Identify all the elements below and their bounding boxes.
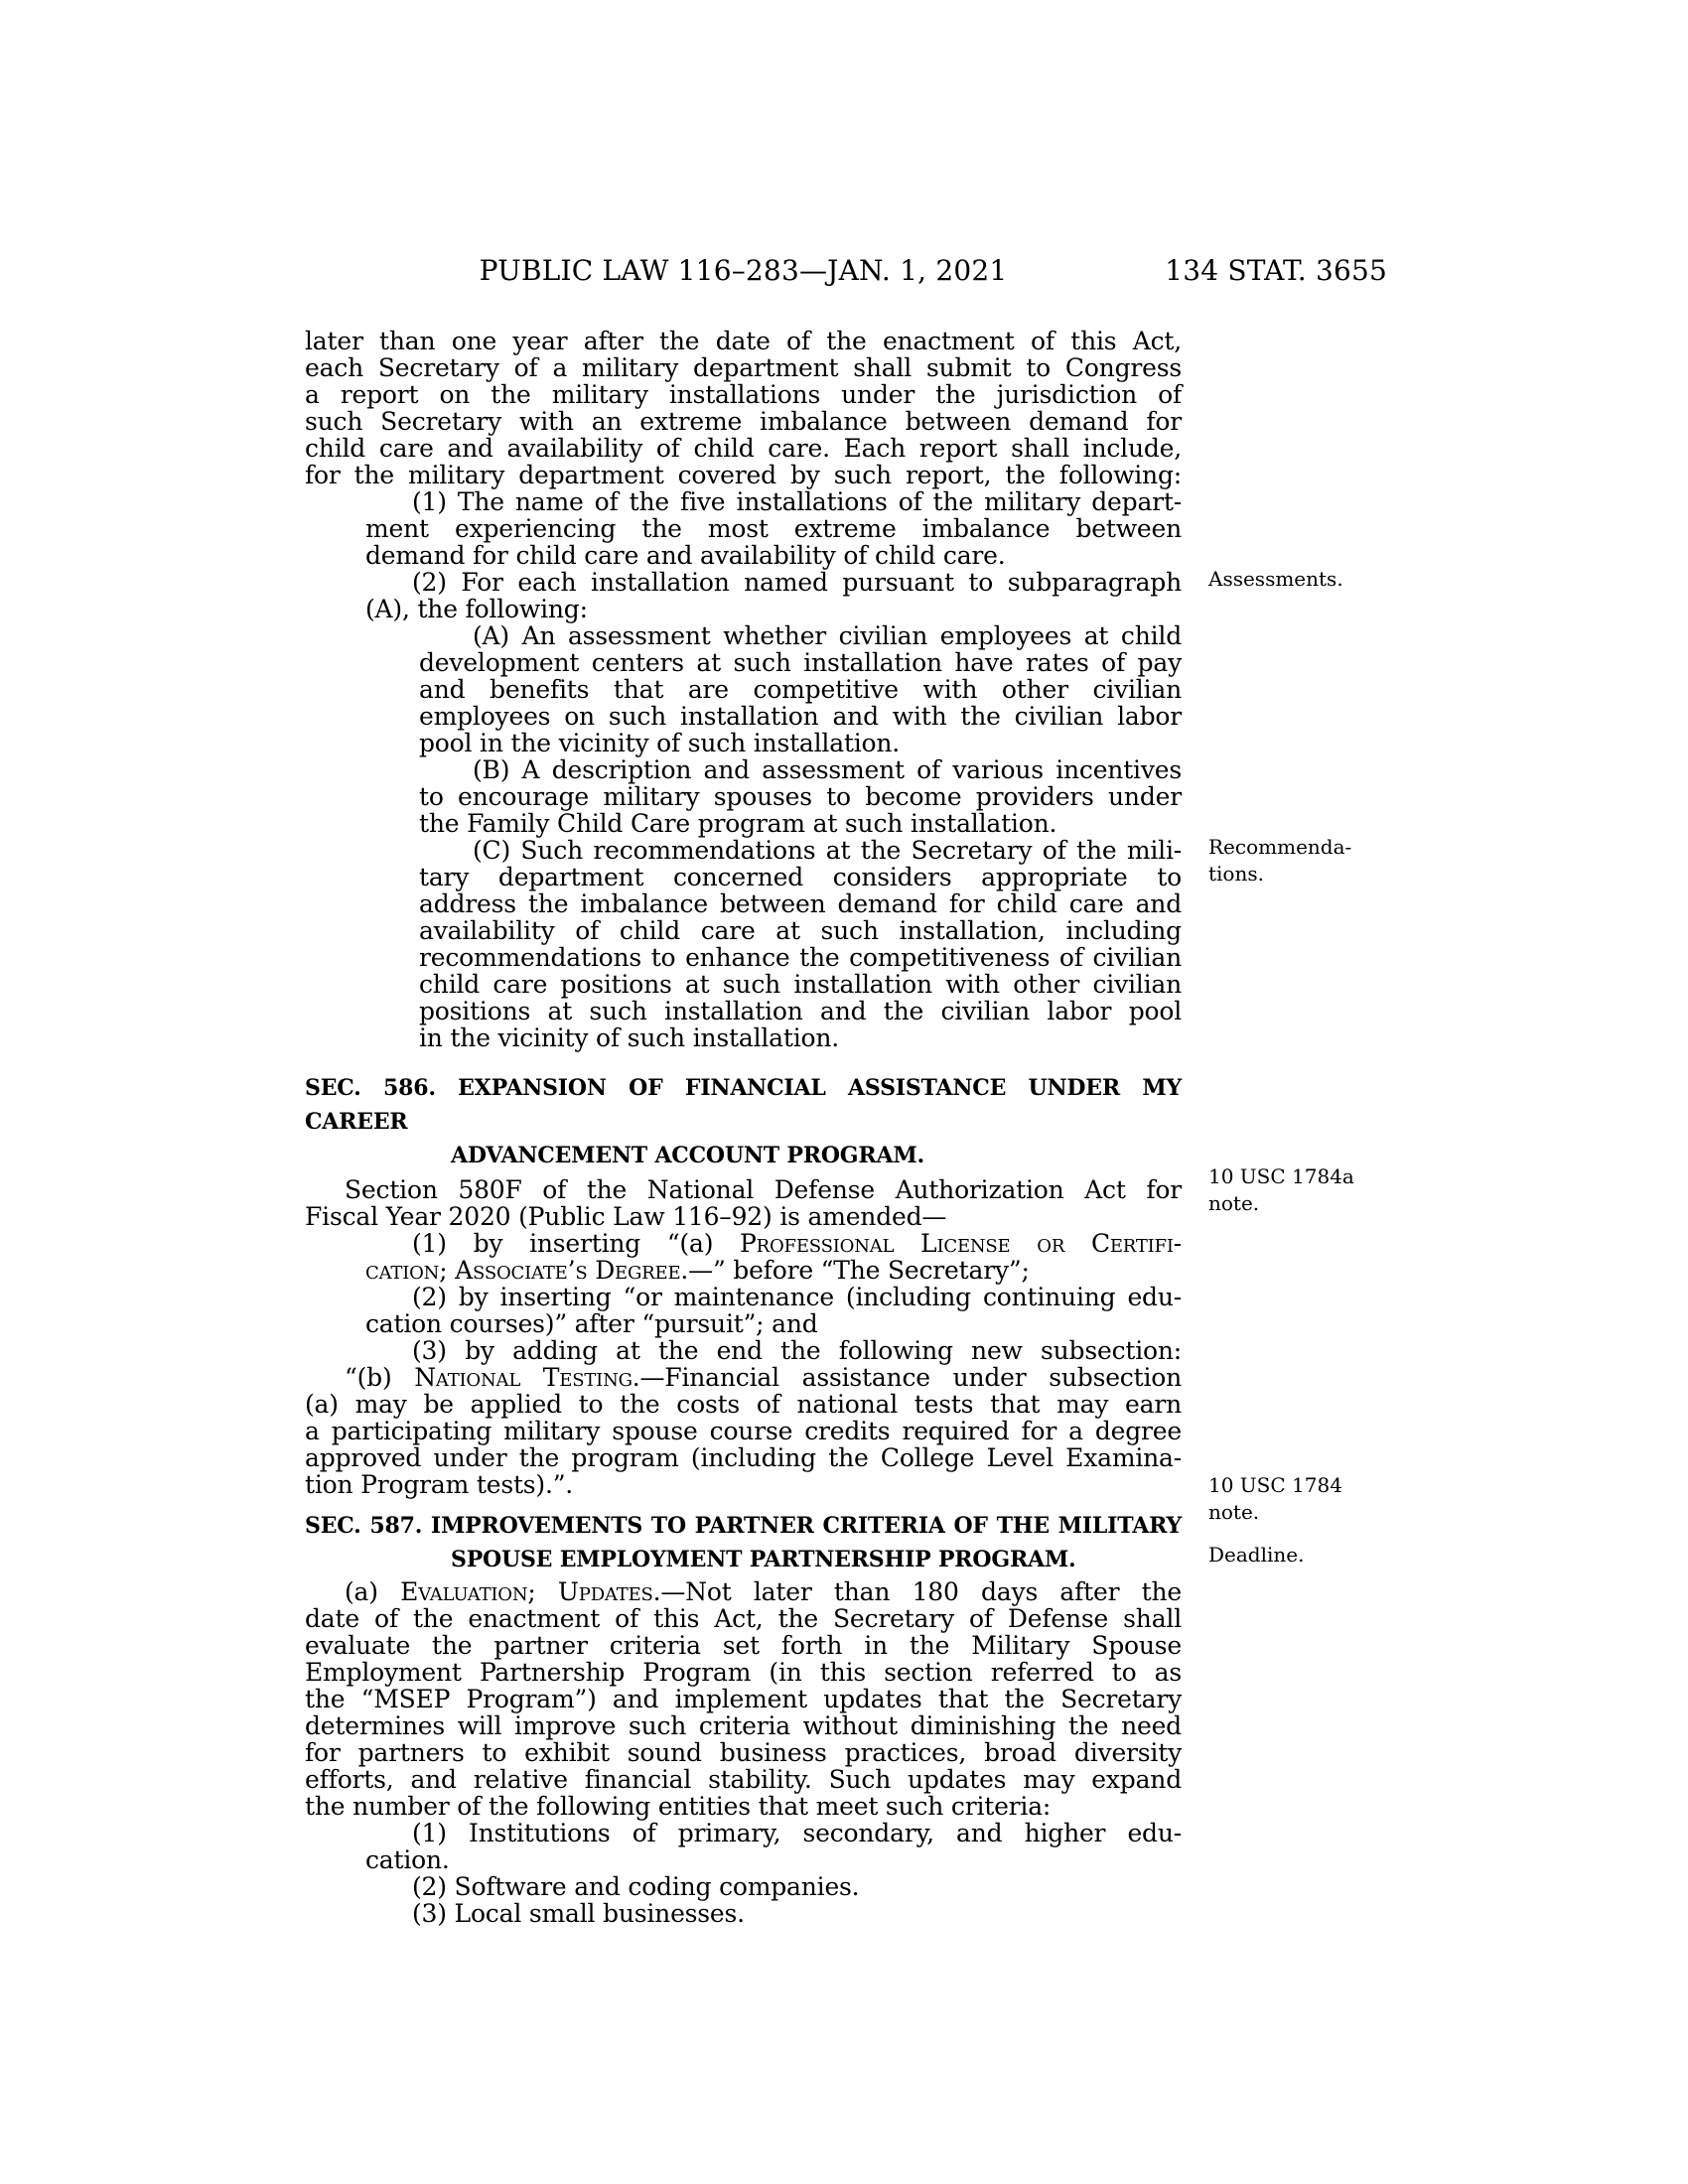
text-line <box>305 1712 1182 1739</box>
text-line <box>365 1820 1182 1846</box>
text-line <box>365 542 1182 569</box>
text-run: cation. <box>365 1845 450 1874</box>
text-run: each Secretary of a military department shall submit to Congress <box>305 353 1182 382</box>
stat-page-number: 134 STAT. 3655 <box>1165 254 1387 287</box>
text-line <box>305 354 1182 381</box>
text-line <box>365 1230 1182 1257</box>
sec-587-item-1 <box>305 1820 1182 1873</box>
margin-note-line: Recommenda- <box>1208 835 1352 859</box>
text-run: tion Program tests).”. <box>305 1470 574 1499</box>
text-run: later than one year after the date of the enactment of this Act, <box>305 327 1182 355</box>
text-run: .—Financial assistance under subsection <box>632 1363 1182 1392</box>
text-line <box>365 596 1182 622</box>
small-caps-run: Evaluation; Updates <box>400 1577 653 1606</box>
text-line <box>365 1257 1182 1284</box>
sec-586-heading <box>305 1071 1182 1172</box>
text-run: the “MSEP Program”) and implement updates that the Secretary <box>305 1685 1182 1713</box>
text-line <box>365 569 1182 596</box>
text-run: child care positions at such installation with other civilian <box>419 970 1182 999</box>
margin-note <box>1208 834 1397 887</box>
text-run: recommendations to enhance the competitiveness of civilian <box>419 943 1182 972</box>
text-line <box>419 649 1182 676</box>
margin-note-line: Assessments. <box>1208 567 1343 591</box>
text-run: cation courses)” after “pursuit”; and <box>365 1309 818 1338</box>
text-run: SEC. 587. IMPROVEMENTS TO PARTNER CRITERIA OF THE MILITARY <box>305 1513 1182 1539</box>
text-run: SPOUSE EMPLOYMENT PARTNERSHIP PROGRAM. <box>451 1547 1076 1572</box>
text-run: (a) may be applied to the costs of national tests that may earn <box>305 1390 1182 1419</box>
text-line <box>419 837 1182 864</box>
text-run: Section 580F of the National Defense Authorization Act for <box>345 1175 1182 1204</box>
text-line <box>451 1139 1182 1172</box>
text-line <box>305 328 1182 354</box>
text-run: Employment Partnership Program (in this section referred to as <box>305 1658 1182 1687</box>
text-run: (C) Such recommendations at the Secretary of the mili- <box>473 836 1182 865</box>
text-line <box>305 1632 1182 1659</box>
text-run: to encourage military spouses to become providers under <box>419 782 1182 811</box>
text-run: (3) Local small businesses. <box>412 1899 745 1928</box>
text-run: a report on the military installations under the jurisdiction of <box>305 380 1182 409</box>
text-line <box>305 1509 1182 1543</box>
text-run: (A) An assessment whether civilian employees at child <box>473 621 1182 650</box>
text-line <box>305 408 1182 435</box>
margin-note-line: 10 USC 1784a <box>1208 1164 1354 1188</box>
text-line <box>419 783 1182 810</box>
text-run: employees on such installation and with the civilian labor <box>419 702 1182 731</box>
text-line <box>365 1873 1182 1900</box>
text-run: SEC. 586. EXPANSION OF FINANCIAL ASSISTANCE UNDER MY CAREER <box>305 1075 1182 1135</box>
sec-586-intro <box>305 1176 1182 1230</box>
margin-note-line: Deadline. <box>1208 1543 1305 1567</box>
text-run: .—Not later than 180 days after the <box>652 1577 1183 1606</box>
text-line <box>419 890 1182 917</box>
text-run: determines will improve such criteria without diminishing the need <box>305 1711 1182 1740</box>
text-run: (1) Institutions of primary, secondary, and higher edu- <box>412 1819 1182 1847</box>
text-run: for partners to exhibit sound business practices, broad diversity <box>305 1738 1182 1767</box>
text-run: demand for child care and availability of child care. <box>365 541 1006 570</box>
text-line <box>305 462 1182 488</box>
text-run: and benefits that are competitive with other civilian <box>419 675 1182 704</box>
margin-note <box>1208 566 1397 593</box>
margin-note-line: note. <box>1208 1191 1260 1215</box>
text-run: efforts, and relative financial stability. Such updates may expand <box>305 1765 1182 1794</box>
text-line <box>305 1659 1182 1686</box>
text-line <box>419 944 1182 971</box>
text-line <box>365 1846 1182 1873</box>
sec-586-item-2 <box>305 1284 1182 1337</box>
text-run: (3) by adding at the end the following new subsection: <box>412 1336 1182 1365</box>
small-caps-run: cation; Associate’s Degree.— <box>365 1256 713 1285</box>
text-run: address the imbalance between demand for child care and <box>419 889 1182 918</box>
law-title: PUBLIC LAW 116–283—JAN. 1, 2021 <box>479 254 1008 287</box>
text-line <box>305 1578 1182 1605</box>
text-line <box>305 1444 1182 1471</box>
sec-586-item-1 <box>305 1230 1182 1284</box>
text-run: pool in the vicinity of such installation. <box>419 729 901 757</box>
text-run: date of the enactment of this Act, the Secretary of Defense shall <box>305 1604 1182 1633</box>
text-line <box>305 1471 1182 1498</box>
text-run: (A), the following: <box>365 595 588 623</box>
text-line <box>365 1337 1182 1364</box>
item-1 <box>305 488 1182 569</box>
text-run: (1) by inserting “(a) <box>412 1229 741 1258</box>
text-run: (1) The name of the five installations of the military depart- <box>412 487 1182 516</box>
text-run: evaluate the partner criteria set forth in the Military Spouse <box>305 1631 1182 1660</box>
text-line <box>419 756 1182 783</box>
text-run: the Family Child Care program at such installation. <box>419 809 1057 838</box>
text-line <box>365 1284 1182 1310</box>
margin-note-line: 10 USC 1784 <box>1208 1473 1342 1497</box>
text-line <box>419 622 1182 649</box>
text-run: ” before “The Secretary”; <box>712 1256 1030 1285</box>
text-line <box>419 730 1182 756</box>
text-line <box>305 1418 1182 1444</box>
margin-note-line: note. <box>1208 1500 1260 1524</box>
text-line <box>305 381 1182 408</box>
sec-586-quoted-subsection <box>305 1364 1182 1498</box>
text-line <box>419 971 1182 998</box>
text-run: development centers at such installation have rates of pay <box>419 648 1182 677</box>
text-run: approved under the program (including the College Level Examina- <box>305 1443 1182 1472</box>
text-line <box>305 1605 1182 1632</box>
text-run: in the vicinity of such installation. <box>419 1024 840 1052</box>
body-column <box>305 328 1182 1927</box>
small-caps-run: Professional License or Certifi- <box>740 1229 1183 1258</box>
text-line <box>305 435 1182 462</box>
text-line <box>305 1071 1182 1139</box>
text-line <box>419 998 1182 1024</box>
text-run: (2) For each installation named pursuant to subparagraph <box>412 568 1182 597</box>
sec-586-item-3 <box>305 1337 1182 1364</box>
text-run: the number of the following entities that meet such criteria: <box>305 1792 1052 1821</box>
sec-587-item-2 <box>305 1873 1182 1900</box>
text-line <box>419 676 1182 703</box>
sec-587-subsection-a <box>305 1578 1182 1820</box>
text-line <box>305 1739 1182 1766</box>
text-run: (a) <box>345 1577 401 1606</box>
sec-587-item-3 <box>305 1900 1182 1927</box>
text-run: child care and availability of child care. Each report shall include, <box>305 434 1182 463</box>
text-run: tary department concerned considers appropriate to <box>419 863 1182 891</box>
text-line <box>365 515 1182 542</box>
text-run: ment experiencing the most extreme imbalance between <box>365 514 1182 543</box>
margin-note <box>1208 1542 1397 1569</box>
text-run: availability of child care at such installation, including <box>419 916 1182 945</box>
text-line <box>305 1686 1182 1712</box>
text-line <box>419 703 1182 730</box>
text-line <box>365 1310 1182 1337</box>
text-run: positions at such installation and the civilian labor pool <box>419 997 1182 1025</box>
text-line <box>305 1766 1182 1793</box>
margin-note <box>1208 1472 1397 1526</box>
text-line <box>419 1024 1182 1051</box>
text-line <box>365 1900 1182 1927</box>
text-line <box>305 1176 1182 1203</box>
text-line <box>451 1543 1182 1576</box>
subitem-B <box>305 756 1182 837</box>
text-line <box>305 1391 1182 1418</box>
text-line <box>365 488 1182 515</box>
paragraph-continuation <box>305 328 1182 488</box>
text-run: (B) A description and assessment of various incentives <box>473 755 1182 784</box>
text-run: (2) by inserting “or maintenance (including continuing edu- <box>412 1283 1182 1311</box>
text-run: for the military department covered by such report, the following: <box>305 461 1182 489</box>
subitem-A <box>305 622 1182 756</box>
text-line <box>419 917 1182 944</box>
margin-note <box>1208 1163 1397 1217</box>
item-2 <box>305 569 1182 622</box>
subitem-C <box>305 837 1182 1051</box>
margin-note-line: tions. <box>1208 862 1264 886</box>
text-line <box>305 1793 1182 1820</box>
sec-587-heading <box>305 1509 1182 1576</box>
text-run: “(b) <box>345 1363 415 1392</box>
text-line <box>419 864 1182 890</box>
text-run: such Secretary with an extreme imbalance between demand for <box>305 407 1182 436</box>
small-caps-run: National Testing <box>414 1363 633 1392</box>
text-line <box>419 810 1182 837</box>
text-run: (2) Software and coding companies. <box>412 1872 860 1901</box>
text-run: Fiscal Year 2020 (Public Law 116–92) is amended— <box>305 1202 947 1231</box>
text-run: ADVANCEMENT ACCOUNT PROGRAM. <box>451 1143 924 1168</box>
text-line <box>305 1203 1182 1230</box>
running-head <box>305 254 1387 288</box>
text-run: a participating military spouse course credits required for a degree <box>305 1417 1182 1445</box>
text-line <box>305 1364 1182 1391</box>
